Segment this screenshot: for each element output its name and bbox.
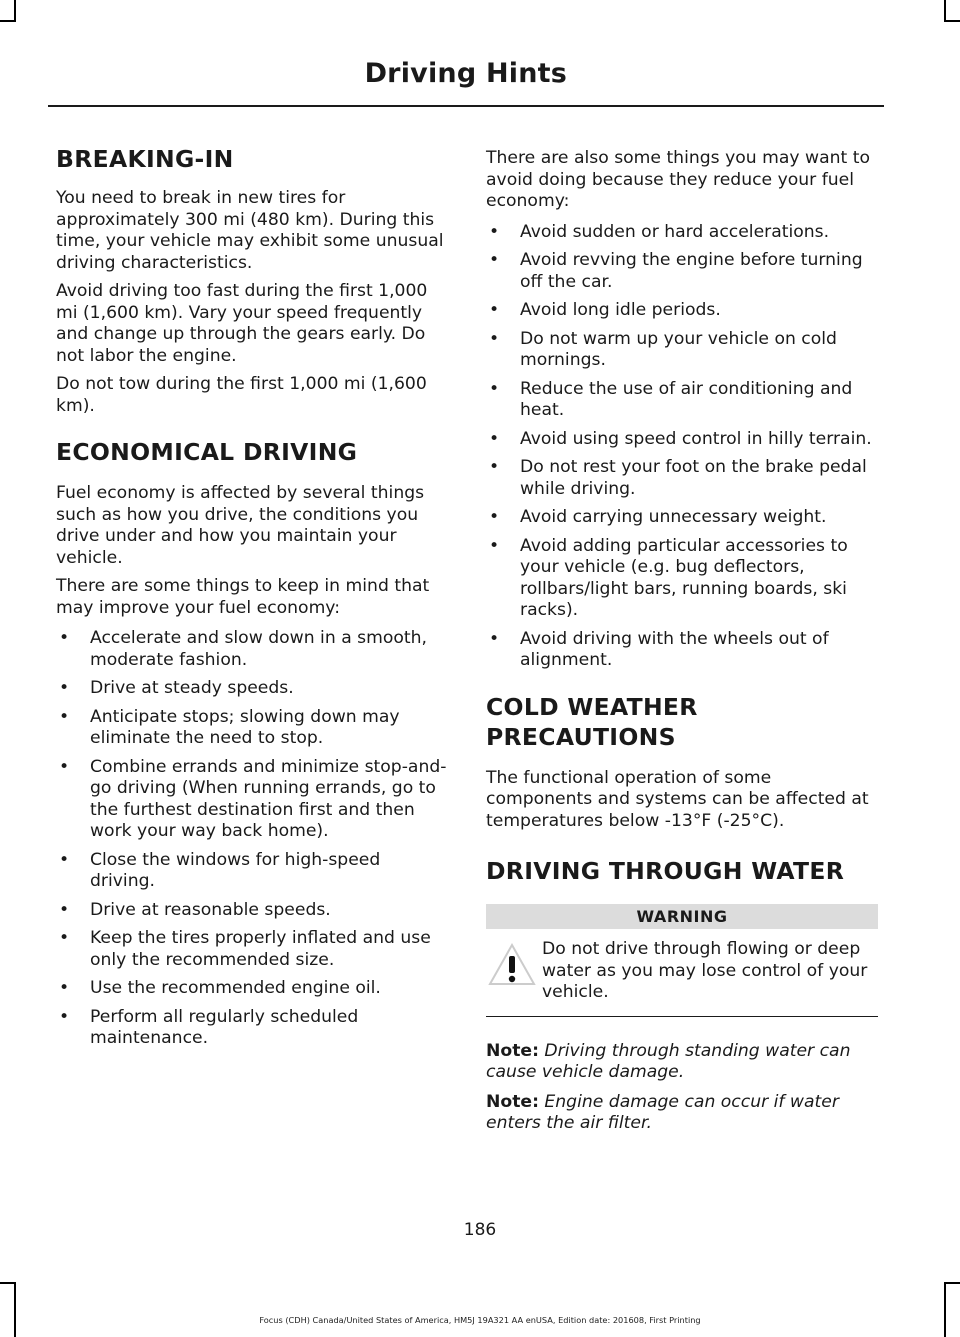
bullet-glyph: • [489, 507, 500, 527]
paragraph: The functional operation of some components and systems can be affected at temperatures below -13°F (-25°C). [486, 767, 869, 831]
list-item [486, 507, 878, 529]
crop-mark [0, 20, 16, 22]
section-heading-economical-driving: ECONOMICAL DRIVING [56, 438, 358, 466]
warning-text: Do not drive through flowing or deep water as you may lose control of your vehicle. [542, 939, 868, 1002]
list-item [56, 1007, 448, 1050]
list-item-text: Do not warm up your vehicle on cold mornings. [520, 328, 837, 370]
list-item-text: Avoid using speed control in hilly terrain. [520, 428, 872, 449]
list-item [56, 628, 448, 671]
list-item-text: Avoid carrying unnecessary weight. [520, 507, 827, 527]
bullet-glyph: • [489, 328, 500, 349]
heading-line: COLD WEATHER [486, 692, 698, 721]
list-item [486, 429, 878, 451]
list-item-text: Avoid adding particular accessories to your vehicle (e.g. bug deflectors, rollbars/light bars, running boards, ski racks). [520, 535, 848, 620]
list-item [486, 536, 878, 622]
note-text: Driving through standing water can cause vehicle damage. [486, 1040, 851, 1082]
warning-label: WARNING [486, 904, 878, 929]
crop-mark [14, 0, 16, 22]
paragraph: Do not tow during the first 1,000 mi (1,600 km). [56, 374, 427, 416]
bullet-glyph: • [489, 457, 500, 477]
page-number: 186 [463, 1220, 497, 1240]
crop-mark [944, 1282, 946, 1337]
list-item [56, 678, 448, 700]
list-item-text: Avoid revving the engine before turning off the car. [520, 250, 863, 292]
list-item-text: Drive at steady speeds. [90, 678, 294, 698]
footer-edition-text: Focus (CDH) Canada/United States of America, HM5J 19A321 AA enUSA, Edition date: 201608, First Printing [259, 1315, 701, 1325]
list-item-text: Drive at reasonable speeds. [90, 899, 331, 920]
note-label: Note: [486, 1040, 539, 1061]
bullet-glyph: • [489, 378, 500, 399]
warning-triangle-icon [486, 939, 542, 995]
list-item [56, 757, 448, 843]
note [486, 1092, 878, 1135]
section-heading-cold-weather [486, 692, 878, 752]
list-item [486, 222, 878, 244]
list-item-text: Anticipate stops; slowing down may eliminate the need to stop. [90, 706, 400, 748]
bullet-glyph: • [59, 706, 70, 727]
list-item-text: Close the windows for high-speed driving. [90, 849, 381, 891]
note [486, 1041, 878, 1084]
header-rule [48, 105, 884, 107]
list-item [486, 300, 878, 322]
list-item [56, 850, 448, 893]
list-item-text: Keep the tires properly inflated and use only the recommended size. [90, 928, 431, 970]
left-column [56, 144, 448, 1058]
list-item [56, 928, 448, 971]
heading-line: PRECAUTIONS [486, 722, 676, 751]
crop-mark [0, 1282, 16, 1284]
economy-tips-list [56, 628, 448, 1050]
bullet-glyph: • [59, 899, 70, 920]
list-item [486, 629, 878, 672]
list-item [56, 900, 448, 922]
list-item [486, 379, 878, 422]
list-item [56, 978, 448, 1000]
crop-mark [944, 20, 960, 22]
bullet-glyph: • [489, 221, 500, 242]
bullet-glyph: • [59, 756, 70, 777]
list-item-text: Reduce the use of air conditioning and heat. [520, 378, 853, 420]
list-item [56, 707, 448, 750]
bullet-glyph: • [489, 300, 500, 320]
crop-mark [14, 1282, 16, 1337]
note-label: Note: [486, 1091, 539, 1112]
list-item-text: Accelerate and slow down in a smooth, moderate fashion. [90, 628, 428, 670]
bullet-glyph: • [59, 628, 70, 648]
list-item-text: Do not rest your foot on the brake pedal while driving. [520, 457, 867, 499]
list-item-text: Avoid sudden or hard accelerations. [520, 221, 830, 242]
list-item-text: Perform all regularly scheduled maintenance. [90, 1006, 359, 1048]
list-item-text: Avoid driving with the wheels out of alignment. [520, 628, 829, 670]
section-heading-driving-through-water: DRIVING THROUGH WATER [486, 857, 845, 885]
crop-mark [944, 1282, 960, 1284]
bullet-glyph: • [59, 928, 70, 948]
paragraph: Avoid driving too fast during the first 1,000 mi (1,600 km). Vary your speed frequently and change up through the gears early. Do not labor the engine. [56, 281, 428, 366]
list-item-text: Use the recommended engine oil. [90, 978, 381, 998]
warning-box [486, 904, 878, 1017]
list-item [486, 457, 878, 500]
section-heading-breaking-in: BREAKING-IN [56, 145, 234, 173]
bullet-glyph: • [489, 628, 500, 649]
list-item-text: Combine errands and minimize stop-and-go driving (When running errands, go to the furthest destination first and then work your way back home). [90, 756, 447, 841]
paragraph: There are also some things you may want to avoid doing because they reduce your fuel economy: [486, 148, 870, 211]
bullet-glyph: • [59, 978, 70, 998]
list-item-text: Avoid long idle periods. [520, 300, 721, 320]
page-header-title: Driving Hints [364, 58, 567, 89]
bullet-glyph: • [59, 1006, 70, 1027]
paragraph: You need to break in new tires for approximately 300 mi (480 km). During this time, your vehicle may exhibit some unusual driving characteristics. [56, 188, 444, 273]
bullet-glyph: • [59, 849, 70, 870]
avoid-list [486, 222, 878, 672]
right-column [486, 148, 878, 1142]
note-text: Engine damage can occur if water enters the air filter. [486, 1091, 839, 1133]
paragraph: Fuel economy is affected by several things such as how you drive, the conditions you drive under and how you maintain your vehicle. [56, 483, 425, 568]
bullet-glyph: • [489, 250, 500, 270]
warning-body [486, 929, 878, 1017]
paragraph: There are some things to keep in mind that may improve your fuel economy: [56, 576, 430, 618]
bullet-glyph: • [59, 678, 70, 698]
crop-mark [944, 0, 946, 22]
list-item [486, 250, 878, 293]
list-item [486, 329, 878, 372]
bullet-glyph: • [489, 535, 500, 556]
bullet-glyph: • [489, 428, 500, 449]
